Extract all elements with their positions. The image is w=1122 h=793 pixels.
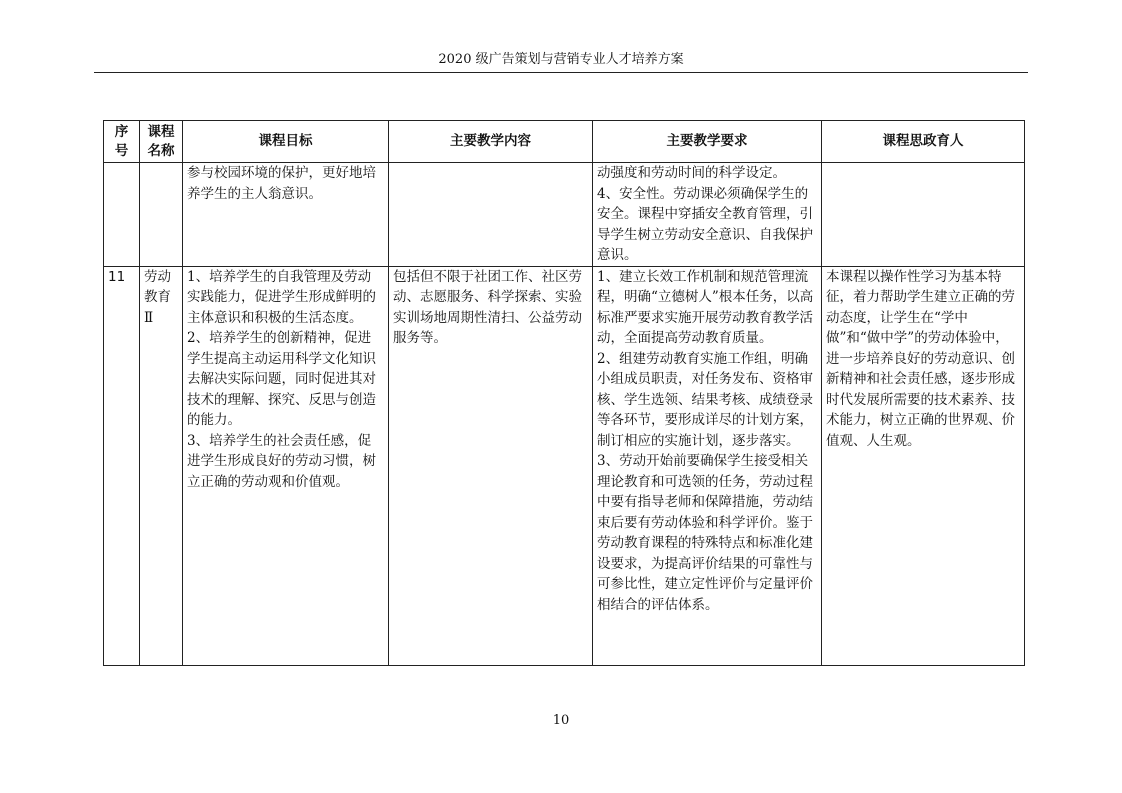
column-header-course-goal: 课程目标	[183, 121, 389, 163]
row-teaching-requirement: 1、建立长效工作机制和规范管理流程，明确“立德树人”根本任务，以高标准严要求实施开展劳动教育教学活动，全面提高劳动教育质量。 2、组建劳动教育实施工作组，明确小组成员职责，对任务发布、资格审核、学生选领、结果考核、成绩登录等各环节，要形成详尽的计划方案，制订相应的实施计划，逐步落实。 3、劳动开始前要确保学生接受相关理论教育和可选领的任务，劳动过程中要有指导老师和保障措施，劳动结束后要有劳动体验和科学评价。鉴于劳动教育课程的特殊特点和标准化建设要求，为提高评价结果的可靠性与可参比性，建立定性评价与定量评价相结合的评估体系。	[593, 266, 822, 665]
column-header-course-name: 课程 名称	[140, 121, 183, 163]
row-teaching-content	[389, 163, 593, 267]
row-teaching-content: 包括但不限于社团工作、社区劳动、志愿服务、科学探索、实验实训场地周期性清扫、公益劳动服务等。	[389, 266, 593, 665]
table-header-row	[104, 121, 1025, 163]
column-header-index: 序 号	[104, 121, 140, 163]
table-row	[104, 266, 1025, 665]
row-course-goal: 参与校园环境的保护，更好地培养学生的主人翁意识。	[183, 163, 389, 267]
header-divider	[94, 72, 1028, 73]
table-row	[104, 163, 1025, 267]
page-header-title: 2020 级广告策划与营销专业人才培养方案	[438, 52, 684, 67]
row-ideology-education: 本课程以操作性学习为基本特征，着力帮助学生建立正确的劳动态度，让学生在“学中做”和“做中学”的劳动体验中，进一步培养良好的劳动意识、创新精神和社会责任感，逐步形成时代发展所需要的技术素养、技术能力，树立正确的世界观、价值观、人生观。	[822, 266, 1025, 665]
row-course-name	[140, 163, 183, 267]
row-index: 11	[104, 266, 140, 665]
row-teaching-requirement: 动强度和劳动时间的科学设定。 4、安全性。劳动课必须确保学生的安全。课程中穿插安全教育管理，引导学生树立劳动安全意识、自我保护意识。	[593, 163, 822, 267]
course-table	[103, 120, 1025, 666]
column-header-teaching-requirement: 主要教学要求	[593, 121, 822, 163]
row-course-name: 劳动 教育 Ⅱ	[140, 266, 183, 665]
column-header-ideology-education: 课程思政育人	[822, 121, 1025, 163]
page-number: 10	[552, 713, 570, 728]
column-header-teaching-content: 主要教学内容	[389, 121, 593, 163]
row-ideology-education	[822, 163, 1025, 267]
row-course-goal: 1、培养学生的自我管理及劳动实践能力，促进学生形成鲜明的主体意识和积极的生活态度。 2、培养学生的创新精神，促进学生提高主动运用科学文化知识去解决实际问题，同时促进其对技术的理解、探究、反思与创造的能力。 3、培养学生的社会责任感，促进学生形成良好的劳动习惯，树立正确的劳动观和价值观。	[183, 266, 389, 665]
row-index	[104, 163, 140, 267]
